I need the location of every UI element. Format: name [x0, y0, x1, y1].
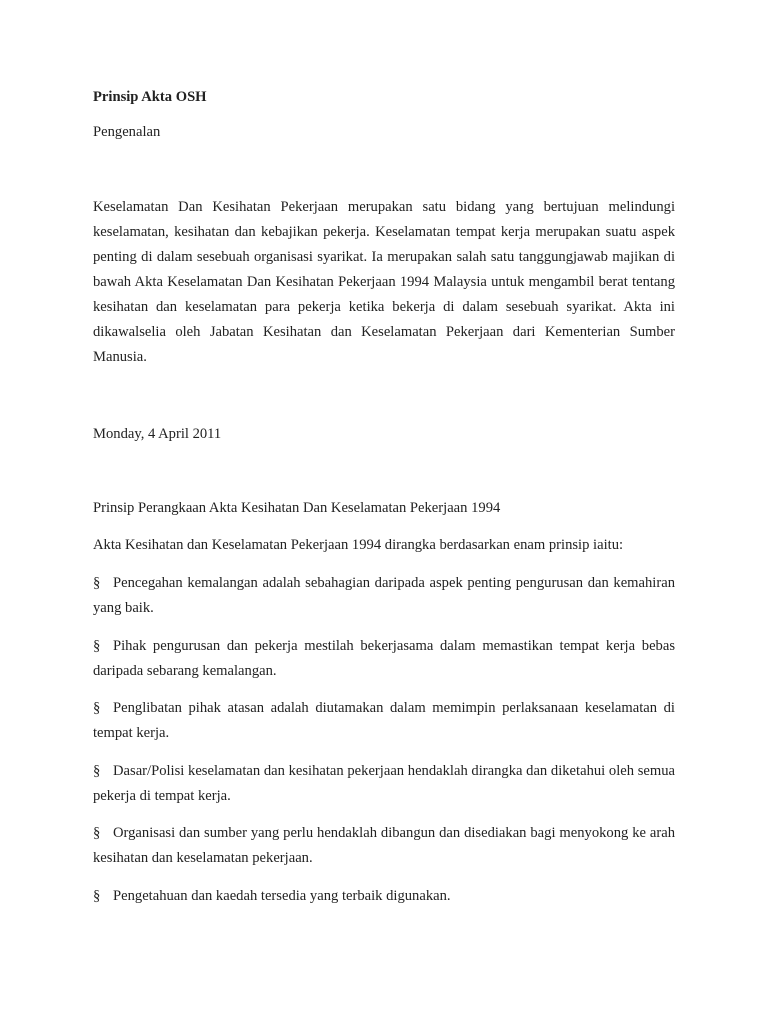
principles-heading: Prinsip Perangkaan Akta Kesihatan Dan Keselamatan Pekerjaan 1994 [93, 500, 501, 516]
principle-text: Penglibatan pihak atasan adalah diutamakan dalam memimpin perlaksanaan keselamatan di tempat kerja. [93, 700, 675, 741]
principle-item [93, 821, 675, 871]
principle-text: Pencegahan kemalangan adalah sebahagian daripada aspek penting pengurusan dan kemahiran yang baik. [93, 575, 675, 616]
principle-text: Pengetahuan dan kaedah tersedia yang terbaik digunakan. [113, 888, 451, 904]
section-mark: § [93, 763, 101, 779]
intro-paragraph: Keselamatan Dan Kesihatan Pekerjaan merupakan satu bidang yang bertujuan melindungi keselamatan, kesihatan dan kebajikan pekerja. Keselamatan tempat kerja merupakan suatu aspek penting di dalam sesebuah organisasi syarikat. Ia merupakan salah satu tanggungjawab majikan di bawah Akta Keselamatan Dan Kesihatan Pekerjaan 1994 Malaysia untuk mengambil berat tentang kesihatan dan keselamatan para pekerja ketika bekerja di dalam sesebuah syarikat. Akta ini dikawalselia oleh Jabatan Kesihatan dan Keselamatan Pekerjaan dari Kementerian Sumber Manusia. [93, 199, 675, 365]
principle-item [93, 884, 675, 909]
principle-item [93, 634, 675, 684]
principle-text: Organisasi dan sumber yang perlu hendaklah dibangun dan disediakan bagi menyokong ke arah kesihatan dan keselamatan pekerjaan. [93, 825, 675, 866]
principle-item [93, 571, 675, 621]
principles-intro: Akta Kesihatan dan Keselamatan Pekerjaan 1994 dirangka berdasarkan enam prinsip iaitu: [93, 537, 624, 553]
section-mark: § [93, 700, 101, 716]
section-mark: § [93, 825, 101, 841]
principle-text: Pihak pengurusan dan pekerja mestilah bekerjasama dalam memastikan tempat kerja bebas daripada sebarang kemalangan. [93, 638, 675, 679]
section-mark: § [93, 888, 101, 904]
principle-text: Dasar/Polisi keselamatan dan kesihatan pekerjaan hendaklah dirangka dan diketahui oleh semua pekerja di tempat kerja. [93, 763, 675, 804]
section-mark: § [93, 638, 101, 654]
section-mark: § [93, 575, 101, 591]
principle-item [93, 759, 675, 809]
post-date: Monday, 4 April 2011 [93, 426, 222, 442]
intro-heading: Pengenalan [93, 124, 161, 140]
document-title: Prinsip Akta OSH [93, 89, 207, 105]
principle-item [93, 696, 675, 746]
